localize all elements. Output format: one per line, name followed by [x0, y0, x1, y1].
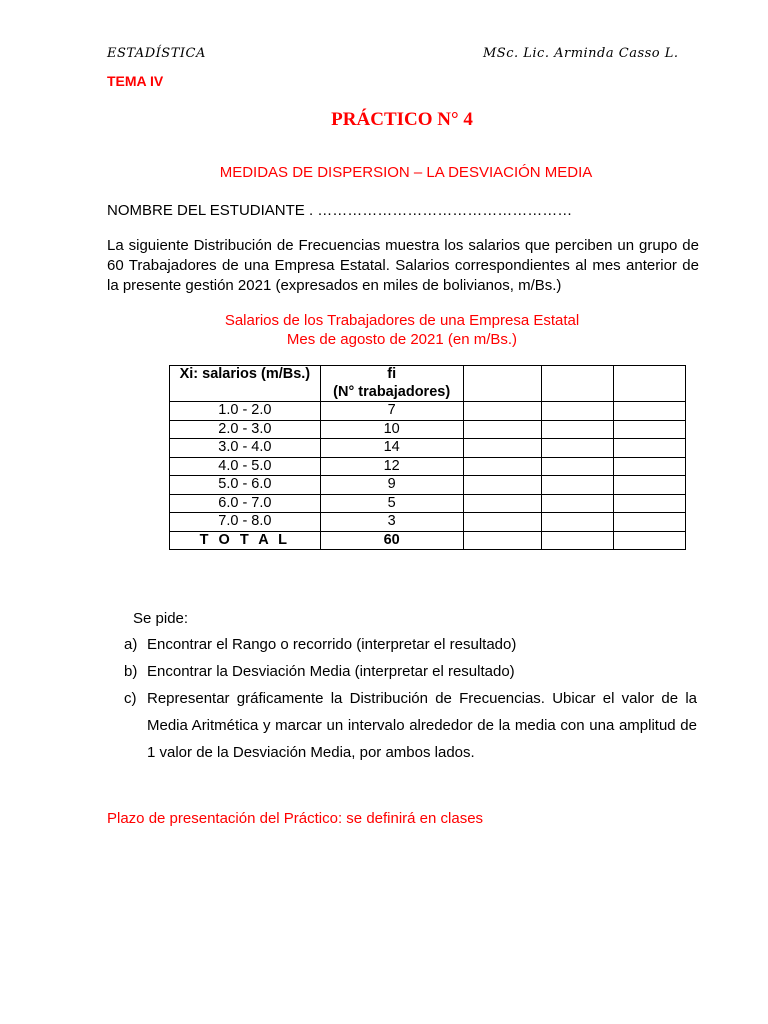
header-author: MSc. Lic. Arminda Casso L.: [483, 46, 679, 61]
table-row: [170, 476, 686, 495]
task-label: b): [124, 663, 138, 680]
table-row: [170, 420, 686, 439]
cell-empty: [614, 457, 686, 476]
table-caption-line1: Salarios de los Trabajadores de una Empresa Estatal: [224, 312, 580, 329]
cell-empty: [542, 531, 614, 550]
cell-xi: 4.0 - 5.0: [170, 457, 321, 476]
table-row: [170, 513, 686, 532]
header-empty-1: [463, 366, 542, 402]
cell-empty: [463, 457, 542, 476]
cell-empty: [463, 531, 542, 550]
table-total-row: [170, 531, 686, 550]
header-subject: ESTADÍSTICA: [107, 46, 206, 61]
student-name-field: NOMBRE DEL ESTUDIANTE . ……………………………………………: [107, 202, 573, 219]
cell-fi: 7: [320, 402, 463, 421]
header-empty-2: [542, 366, 614, 402]
cell-empty: [614, 476, 686, 495]
cell-empty: [614, 439, 686, 458]
cell-xi: 6.0 - 7.0: [170, 494, 321, 513]
cell-empty: [614, 402, 686, 421]
cell-empty: [542, 439, 614, 458]
cell-empty: [614, 420, 686, 439]
task-text: Encontrar la Desviación Media (interpretar el resultado): [147, 663, 515, 680]
cell-empty: [542, 494, 614, 513]
table-row: [170, 402, 686, 421]
frequency-table: [169, 365, 686, 550]
header-empty-3: [614, 366, 686, 402]
cell-fi: 10: [320, 420, 463, 439]
task-label: c): [124, 690, 137, 707]
cell-xi: 2.0 - 3.0: [170, 420, 321, 439]
task-text: Representar gráficamente la Distribución de Frecuencias. Ubicar el valor de la Media Aritmética y marcar un intervalo alrededor de la media con una amplitud de 1 valor de la Desviación Media, por ambos lados.: [147, 690, 697, 761]
cell-empty: [614, 513, 686, 532]
cell-empty: [463, 513, 542, 532]
cell-empty: [463, 476, 542, 495]
cell-xi: 3.0 - 4.0: [170, 439, 321, 458]
cell-empty: [463, 494, 542, 513]
table-row: [170, 439, 686, 458]
cell-xi: 1.0 - 2.0: [170, 402, 321, 421]
task-text: Encontrar el Rango o recorrido (interpretar el resultado): [147, 636, 517, 653]
cell-empty: [542, 457, 614, 476]
table-row: [170, 457, 686, 476]
cell-fi: 3: [320, 513, 463, 532]
se-pide-label: Se pide:: [133, 610, 189, 627]
header-fi: fi (N° trabajadores): [320, 366, 463, 402]
intro-paragraph: La siguiente Distribución de Frecuencias muestra los salarios que perciben un grupo de 60 Trabajadores de una Empresa Estatal. Salarios correspondientes al mes anterior de la presente gestión 2021 (expresados en miles de bolivianos, m/Bs.): [107, 237, 699, 294]
cell-empty: [463, 420, 542, 439]
total-value: 60: [320, 531, 463, 550]
cell-empty: [542, 420, 614, 439]
cell-empty: [614, 494, 686, 513]
cell-xi: 5.0 - 6.0: [170, 476, 321, 495]
deadline-note: Plazo de presentación del Práctico: se definirá en clases: [107, 810, 484, 827]
cell-fi: 12: [320, 457, 463, 476]
table-caption-line2: Mes de agosto de 2021 (en m/Bs.): [286, 331, 518, 348]
cell-xi: 7.0 - 8.0: [170, 513, 321, 532]
table-header-row: [170, 366, 686, 402]
cell-empty: [542, 476, 614, 495]
tema-label: TEMA IV: [107, 73, 164, 89]
cell-empty: [614, 531, 686, 550]
cell-empty: [463, 402, 542, 421]
cell-fi: 5: [320, 494, 463, 513]
cell-fi: 14: [320, 439, 463, 458]
cell-empty: [542, 402, 614, 421]
cell-fi: 9: [320, 476, 463, 495]
document-subtitle: MEDIDAS DE DISPERSION – LA DESVIACIÓN MEDIA: [219, 164, 593, 181]
task-label: a): [124, 636, 138, 653]
cell-empty: [542, 513, 614, 532]
table-row: [170, 494, 686, 513]
header-xi: Xi: salarios (m/Bs.): [170, 366, 321, 402]
practico-title: PRÁCTICO N° 4: [331, 109, 473, 130]
total-label: T O T A L: [170, 531, 321, 550]
cell-empty: [463, 439, 542, 458]
